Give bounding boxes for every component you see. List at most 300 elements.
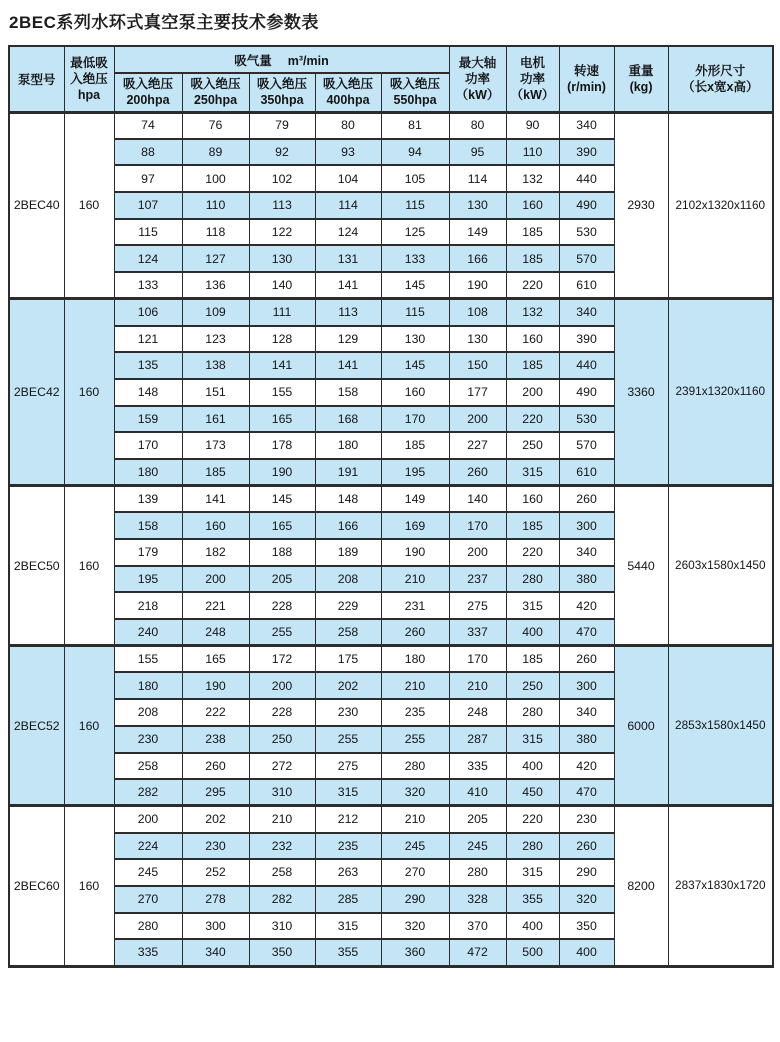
motor-power-cell: 160 (506, 486, 559, 513)
capacity-400hpa-cell: 124 (315, 219, 381, 246)
capacity-200hpa-cell: 74 (114, 112, 182, 139)
header-line: (kg) (629, 79, 653, 94)
capacity-400hpa-cell: 230 (315, 699, 381, 726)
motor-power-cell: 280 (506, 566, 559, 593)
capacity-350hpa-cell: 113 (249, 192, 315, 219)
capacity-350hpa-cell: 272 (249, 753, 315, 780)
capacity-400hpa-cell: 129 (315, 326, 381, 353)
capacity-200hpa-cell: 200 (114, 806, 182, 833)
capacity-350hpa-cell: 165 (249, 406, 315, 433)
max-shaft-power-cell: 200 (449, 539, 506, 566)
header-line: 400hpa (326, 93, 370, 108)
speed-cell: 390 (559, 326, 614, 353)
speed-cell: 490 (559, 192, 614, 219)
motor-power-cell: 280 (506, 833, 559, 860)
table-body (9, 112, 773, 966)
capacity-550hpa-cell: 130 (381, 326, 449, 353)
capacity-250hpa-cell: 136 (182, 272, 249, 299)
capacity-550hpa-cell: 360 (381, 939, 449, 966)
speed-cell: 340 (559, 539, 614, 566)
capacity-200hpa-cell: 88 (114, 139, 182, 166)
capacity-400hpa-cell: 191 (315, 459, 381, 486)
max-shaft-power-cell: 150 (449, 352, 506, 379)
motor-power-cell: 132 (506, 165, 559, 192)
capacity-400hpa-cell: 208 (315, 566, 381, 593)
speed-cell: 570 (559, 245, 614, 272)
capacity-400hpa-cell: 166 (315, 512, 381, 539)
capacity-550hpa-cell: 105 (381, 165, 449, 192)
speed-cell: 340 (559, 699, 614, 726)
motor-power-cell: 315 (506, 726, 559, 753)
capacity-550hpa-cell: 160 (381, 379, 449, 406)
capacity-250hpa-cell: 200 (182, 566, 249, 593)
table-row (9, 112, 773, 139)
max-shaft-power-cell: 130 (449, 192, 506, 219)
max-shaft-power-cell: 275 (449, 592, 506, 619)
motor-power-cell: 315 (506, 592, 559, 619)
capacity-200hpa-cell: 107 (114, 192, 182, 219)
speed-cell: 380 (559, 726, 614, 753)
capacity-250hpa-cell: 160 (182, 512, 249, 539)
capacity-250hpa-cell: 295 (182, 779, 249, 806)
max-shaft-power-cell: 170 (449, 646, 506, 673)
speed-cell: 320 (559, 886, 614, 913)
capacity-400hpa-cell: 180 (315, 432, 381, 459)
capacity-550hpa-cell: 255 (381, 726, 449, 753)
max-shaft-power-cell: 237 (449, 566, 506, 593)
capacity-200hpa-cell: 97 (114, 165, 182, 192)
motor-power-cell: 220 (506, 406, 559, 433)
header-line: 功率 (520, 71, 546, 86)
max-shaft-power-cell: 205 (449, 806, 506, 833)
col-header-pressure-550hpa (381, 73, 449, 112)
capacity-550hpa-cell: 190 (381, 539, 449, 566)
capacity-550hpa-cell: 145 (381, 352, 449, 379)
capacity-350hpa-cell: 200 (249, 672, 315, 699)
capacity-350hpa-cell: 190 (249, 459, 315, 486)
capacity-200hpa-cell: 121 (114, 326, 182, 353)
capacity-250hpa-cell: 123 (182, 326, 249, 353)
capacity-550hpa-cell: 115 (381, 299, 449, 326)
capacity-400hpa-cell: 113 (315, 299, 381, 326)
speed-cell: 300 (559, 672, 614, 699)
header-line: 吸入绝压 (122, 77, 173, 92)
speed-cell: 470 (559, 779, 614, 806)
capacity-400hpa-cell: 189 (315, 539, 381, 566)
motor-power-cell: 185 (506, 245, 559, 272)
weight-cell: 5440 (614, 486, 668, 646)
capacity-550hpa-cell: 170 (381, 406, 449, 433)
motor-power-cell: 500 (506, 939, 559, 966)
max-shaft-power-cell: 410 (449, 779, 506, 806)
max-shaft-power-cell: 108 (449, 299, 506, 326)
motor-power-cell: 132 (506, 299, 559, 326)
capacity-250hpa-cell: 202 (182, 806, 249, 833)
col-header-pressure-350hpa (249, 73, 315, 112)
capacity-550hpa-cell: 245 (381, 833, 449, 860)
motor-power-cell: 250 (506, 432, 559, 459)
speed-cell: 440 (559, 352, 614, 379)
col-header-pressure-400hpa (315, 73, 381, 112)
header-line: 吸入绝压 (256, 77, 307, 92)
col-header-weight (614, 46, 668, 112)
max-shaft-power-cell: 287 (449, 726, 506, 753)
max-shaft-power-cell: 149 (449, 219, 506, 246)
motor-power-cell: 400 (506, 619, 559, 646)
motor-power-cell: 185 (506, 646, 559, 673)
capacity-350hpa-cell: 258 (249, 859, 315, 886)
speed-cell: 490 (559, 379, 614, 406)
capacity-550hpa-cell: 280 (381, 753, 449, 780)
capacity-400hpa-cell: 158 (315, 379, 381, 406)
speed-cell: 470 (559, 619, 614, 646)
pump-model-cell: 2BEC60 (9, 806, 64, 966)
capacity-550hpa-cell: 185 (381, 432, 449, 459)
max-shaft-power-cell: 248 (449, 699, 506, 726)
max-shaft-power-cell: 472 (449, 939, 506, 966)
dimensions-cell: 2853x1580x1450 (668, 646, 773, 806)
weight-cell: 8200 (614, 806, 668, 966)
capacity-250hpa-cell: 238 (182, 726, 249, 753)
col-header-speed (559, 46, 614, 112)
capacity-550hpa-cell: 210 (381, 566, 449, 593)
col-header-min-pressure (64, 46, 114, 112)
min-pressure-cell: 160 (64, 486, 114, 646)
capacity-250hpa-cell: 260 (182, 753, 249, 780)
capacity-350hpa-cell: 145 (249, 486, 315, 513)
motor-power-cell: 400 (506, 913, 559, 940)
pump-model-cell: 2BEC42 (9, 299, 64, 486)
capacity-400hpa-cell: 114 (315, 192, 381, 219)
header-row-top (9, 46, 773, 73)
motor-power-cell: 315 (506, 459, 559, 486)
col-header-pressure-200hpa (114, 73, 182, 112)
motor-power-cell: 185 (506, 512, 559, 539)
max-shaft-power-cell: 210 (449, 672, 506, 699)
capacity-250hpa-cell: 278 (182, 886, 249, 913)
col-header-pump-model: 泵型号 (9, 46, 64, 112)
table-row (9, 646, 773, 673)
capacity-400hpa-cell: 275 (315, 753, 381, 780)
motor-power-cell: 315 (506, 859, 559, 886)
capacity-200hpa-cell: 170 (114, 432, 182, 459)
capacity-350hpa-cell: 210 (249, 806, 315, 833)
capacity-550hpa-cell: 180 (381, 646, 449, 673)
header-line: 350hpa (260, 93, 304, 108)
capacity-550hpa-cell: 115 (381, 192, 449, 219)
speed-cell: 390 (559, 139, 614, 166)
capacity-200hpa-cell: 159 (114, 406, 182, 433)
capacity-200hpa-cell: 158 (114, 512, 182, 539)
table-header (9, 46, 773, 112)
capacity-550hpa-cell: 145 (381, 272, 449, 299)
speed-cell: 610 (559, 272, 614, 299)
max-shaft-power-cell: 260 (449, 459, 506, 486)
capacity-250hpa-cell: 300 (182, 913, 249, 940)
motor-power-cell: 110 (506, 139, 559, 166)
max-shaft-power-cell: 130 (449, 326, 506, 353)
capacity-250hpa-cell: 222 (182, 699, 249, 726)
speed-cell: 400 (559, 939, 614, 966)
capacity-200hpa-cell: 230 (114, 726, 182, 753)
capacity-350hpa-cell: 350 (249, 939, 315, 966)
capacity-350hpa-cell: 165 (249, 512, 315, 539)
header-line: 电机 (520, 55, 546, 70)
min-pressure-cell: 160 (64, 299, 114, 486)
capacity-200hpa-cell: 115 (114, 219, 182, 246)
capacity-250hpa-cell: 118 (182, 219, 249, 246)
dimensions-cell: 2603x1580x1450 (668, 486, 773, 646)
capacity-250hpa-cell: 138 (182, 352, 249, 379)
capacity-350hpa-cell: 111 (249, 299, 315, 326)
capacity-400hpa-cell: 229 (315, 592, 381, 619)
capacity-250hpa-cell: 252 (182, 859, 249, 886)
weight-cell: 3360 (614, 299, 668, 486)
max-shaft-power-cell: 200 (449, 406, 506, 433)
capacity-350hpa-cell: 79 (249, 112, 315, 139)
capacity-200hpa-cell: 282 (114, 779, 182, 806)
header-line: hpa (77, 87, 101, 102)
capacity-400hpa-cell: 80 (315, 112, 381, 139)
max-shaft-power-cell: 80 (449, 112, 506, 139)
capacity-400hpa-cell: 175 (315, 646, 381, 673)
capacity-350hpa-cell: 102 (249, 165, 315, 192)
max-shaft-power-cell: 166 (449, 245, 506, 272)
capacity-400hpa-cell: 255 (315, 726, 381, 753)
min-pressure-cell: 160 (64, 646, 114, 806)
capacity-400hpa-cell: 355 (315, 939, 381, 966)
max-shaft-power-cell: 370 (449, 913, 506, 940)
col-header-dimensions (668, 46, 773, 112)
header-line: （kW） (455, 87, 500, 102)
capacity-350hpa-cell: 310 (249, 779, 315, 806)
header-line: 250hpa (193, 93, 238, 108)
motor-power-cell: 160 (506, 192, 559, 219)
table-row (9, 486, 773, 513)
capacity-550hpa-cell: 149 (381, 486, 449, 513)
motor-power-cell: 400 (506, 753, 559, 780)
col-header-pressure-250hpa (182, 73, 249, 112)
capacity-550hpa-cell: 320 (381, 913, 449, 940)
header-line: 最大轴 (458, 55, 497, 70)
capacity-550hpa-cell: 270 (381, 859, 449, 886)
capacity-250hpa-cell: 230 (182, 833, 249, 860)
capacity-200hpa-cell: 258 (114, 753, 182, 780)
capacity-350hpa-cell: 282 (249, 886, 315, 913)
max-shaft-power-cell: 280 (449, 859, 506, 886)
capacity-250hpa-cell: 151 (182, 379, 249, 406)
header-line: 吸入绝压 (190, 77, 241, 92)
capacity-350hpa-cell: 128 (249, 326, 315, 353)
speed-cell: 420 (559, 753, 614, 780)
max-shaft-power-cell: 245 (449, 833, 506, 860)
capacity-200hpa-cell: 133 (114, 272, 182, 299)
speed-cell: 570 (559, 432, 614, 459)
capacity-400hpa-cell: 202 (315, 672, 381, 699)
max-shaft-power-cell: 95 (449, 139, 506, 166)
capacity-200hpa-cell: 240 (114, 619, 182, 646)
capacity-200hpa-cell: 179 (114, 539, 182, 566)
capacity-400hpa-cell: 263 (315, 859, 381, 886)
capacity-250hpa-cell: 127 (182, 245, 249, 272)
capacity-350hpa-cell: 205 (249, 566, 315, 593)
capacity-unit-label: m³/min (287, 53, 329, 68)
speed-cell: 610 (559, 459, 614, 486)
capacity-350hpa-cell: 155 (249, 379, 315, 406)
motor-power-cell: 450 (506, 779, 559, 806)
capacity-350hpa-cell: 228 (249, 592, 315, 619)
capacity-550hpa-cell: 195 (381, 459, 449, 486)
capacity-250hpa-cell: 100 (182, 165, 249, 192)
capacity-200hpa-cell: 148 (114, 379, 182, 406)
max-shaft-power-cell: 177 (449, 379, 506, 406)
capacity-200hpa-cell: 195 (114, 566, 182, 593)
capacity-200hpa-cell: 139 (114, 486, 182, 513)
capacity-350hpa-cell: 178 (249, 432, 315, 459)
header-line: （长x宽x高） (682, 79, 759, 94)
col-header-motor-power (506, 46, 559, 112)
speed-cell: 440 (559, 165, 614, 192)
pump-model-cell: 2BEC40 (9, 112, 64, 299)
motor-power-cell: 160 (506, 326, 559, 353)
capacity-250hpa-cell: 76 (182, 112, 249, 139)
max-shaft-power-cell: 328 (449, 886, 506, 913)
capacity-350hpa-cell: 172 (249, 646, 315, 673)
table-row (9, 299, 773, 326)
capacity-550hpa-cell: 210 (381, 672, 449, 699)
capacity-400hpa-cell: 315 (315, 913, 381, 940)
capacity-350hpa-cell: 310 (249, 913, 315, 940)
motor-power-cell: 185 (506, 219, 559, 246)
capacity-350hpa-cell: 232 (249, 833, 315, 860)
speed-cell: 350 (559, 913, 614, 940)
capacity-400hpa-cell: 212 (315, 806, 381, 833)
dimensions-cell: 2837x1830x1720 (668, 806, 773, 966)
header-line: 最低吸 (70, 55, 108, 70)
capacity-200hpa-cell: 124 (114, 245, 182, 272)
max-shaft-power-cell: 140 (449, 486, 506, 513)
capacity-350hpa-cell: 92 (249, 139, 315, 166)
capacity-550hpa-cell: 169 (381, 512, 449, 539)
capacity-550hpa-cell: 231 (381, 592, 449, 619)
capacity-200hpa-cell: 180 (114, 459, 182, 486)
capacity-group-label: 吸气量 (234, 53, 272, 68)
capacity-250hpa-cell: 165 (182, 646, 249, 673)
pump-model-cell: 2BEC50 (9, 486, 64, 646)
capacity-250hpa-cell: 182 (182, 539, 249, 566)
capacity-550hpa-cell: 235 (381, 699, 449, 726)
max-shaft-power-cell: 114 (449, 165, 506, 192)
motor-power-cell: 280 (506, 699, 559, 726)
capacity-350hpa-cell: 122 (249, 219, 315, 246)
col-header-capacity-group (114, 46, 449, 73)
capacity-550hpa-cell: 125 (381, 219, 449, 246)
capacity-250hpa-cell: 221 (182, 592, 249, 619)
weight-cell: 6000 (614, 646, 668, 806)
speed-cell: 340 (559, 112, 614, 139)
capacity-200hpa-cell: 106 (114, 299, 182, 326)
max-shaft-power-cell: 335 (449, 753, 506, 780)
capacity-400hpa-cell: 93 (315, 139, 381, 166)
capacity-250hpa-cell: 109 (182, 299, 249, 326)
capacity-200hpa-cell: 218 (114, 592, 182, 619)
spec-table (8, 45, 774, 968)
speed-cell: 260 (559, 486, 614, 513)
capacity-200hpa-cell: 208 (114, 699, 182, 726)
motor-power-cell: 355 (506, 886, 559, 913)
header-line: 功率 (465, 71, 491, 86)
capacity-350hpa-cell: 255 (249, 619, 315, 646)
min-pressure-cell: 160 (64, 112, 114, 299)
capacity-400hpa-cell: 235 (315, 833, 381, 860)
capacity-200hpa-cell: 280 (114, 913, 182, 940)
pump-model-cell: 2BEC52 (9, 646, 64, 806)
speed-cell: 340 (559, 299, 614, 326)
capacity-400hpa-cell: 285 (315, 886, 381, 913)
capacity-550hpa-cell: 320 (381, 779, 449, 806)
motor-power-cell: 220 (506, 272, 559, 299)
speed-cell: 290 (559, 859, 614, 886)
capacity-350hpa-cell: 250 (249, 726, 315, 753)
header-line: （kW） (510, 87, 555, 102)
capacity-350hpa-cell: 130 (249, 245, 315, 272)
capacity-550hpa-cell: 290 (381, 886, 449, 913)
capacity-200hpa-cell: 155 (114, 646, 182, 673)
header-line: 吸入绝压 (322, 77, 373, 92)
header-line: (r/min) (567, 79, 606, 94)
capacity-400hpa-cell: 141 (315, 272, 381, 299)
capacity-200hpa-cell: 224 (114, 833, 182, 860)
capacity-250hpa-cell: 141 (182, 486, 249, 513)
capacity-400hpa-cell: 131 (315, 245, 381, 272)
capacity-250hpa-cell: 190 (182, 672, 249, 699)
max-shaft-power-cell: 190 (449, 272, 506, 299)
capacity-250hpa-cell: 110 (182, 192, 249, 219)
dimensions-cell: 2102x1320x1160 (668, 112, 773, 299)
table-row (9, 806, 773, 833)
weight-cell: 2930 (614, 112, 668, 299)
capacity-350hpa-cell: 188 (249, 539, 315, 566)
speed-cell: 380 (559, 566, 614, 593)
header-line: 外形尺寸 (695, 63, 746, 78)
motor-power-cell: 90 (506, 112, 559, 139)
capacity-400hpa-cell: 315 (315, 779, 381, 806)
capacity-250hpa-cell: 89 (182, 139, 249, 166)
capacity-200hpa-cell: 245 (114, 859, 182, 886)
capacity-350hpa-cell: 228 (249, 699, 315, 726)
max-shaft-power-cell: 227 (449, 432, 506, 459)
capacity-250hpa-cell: 161 (182, 406, 249, 433)
speed-cell: 420 (559, 592, 614, 619)
speed-cell: 530 (559, 406, 614, 433)
motor-power-cell: 250 (506, 672, 559, 699)
capacity-250hpa-cell: 173 (182, 432, 249, 459)
header-line: 200hpa (126, 93, 170, 108)
capacity-200hpa-cell: 270 (114, 886, 182, 913)
motor-power-cell: 185 (506, 352, 559, 379)
capacity-400hpa-cell: 258 (315, 619, 381, 646)
capacity-250hpa-cell: 185 (182, 459, 249, 486)
capacity-250hpa-cell: 248 (182, 619, 249, 646)
min-pressure-cell: 160 (64, 806, 114, 966)
header-line: 重量 (628, 63, 654, 78)
speed-cell: 230 (559, 806, 614, 833)
capacity-550hpa-cell: 81 (381, 112, 449, 139)
capacity-550hpa-cell: 133 (381, 245, 449, 272)
motor-power-cell: 200 (506, 379, 559, 406)
col-header-max-shaft-power (449, 46, 506, 112)
motor-power-cell: 220 (506, 806, 559, 833)
